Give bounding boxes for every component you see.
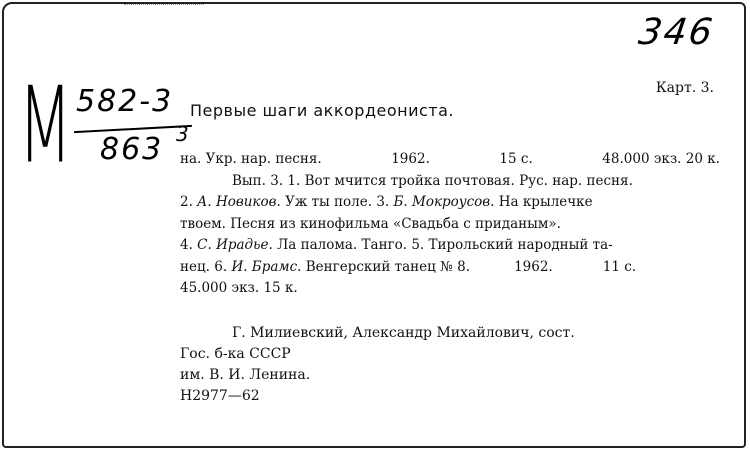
- catalog-card: [2, 2, 746, 448]
- library-name: Гос. б-ка СССР: [180, 346, 291, 362]
- handwritten-shelf-number-bottom: 863: [100, 132, 164, 167]
- card-code: Н2977—62: [180, 388, 260, 404]
- line6-text: [180, 259, 470, 275]
- library-name-cont: им. В. И. Ленина.: [180, 367, 311, 383]
- card-sequence-label: Карт. 3.: [655, 80, 714, 96]
- line5-text: [180, 235, 613, 257]
- card-footer: [180, 323, 575, 407]
- author-name: И. Брамс.: [231, 258, 302, 275]
- author-name: Б. Мокроусов.: [393, 194, 495, 210]
- line3-text: [180, 192, 593, 214]
- text-segment: Уж ты поле. 3.: [280, 194, 394, 210]
- desc-line-2: Вып. 3. 1. Вот мчится тройка почтовая. Рус. нар. песня.: [232, 172, 633, 189]
- handwritten-shelf-superscript: 3: [176, 122, 191, 146]
- text-segment: 2.: [180, 194, 198, 210]
- handwritten-shelf-letter: М: [18, 64, 73, 187]
- desc-line-1-year: 1962.: [391, 151, 430, 167]
- desc-line-6-year: 1962.: [514, 258, 553, 275]
- desc-line-6: [180, 257, 720, 279]
- text-segment: Венгерский танец № 8.: [301, 258, 471, 275]
- bibliographic-description: [180, 149, 720, 300]
- text-segment: На крылечке: [494, 194, 593, 210]
- author-name: С. Ирадье.: [197, 237, 273, 253]
- desc-line-3: [180, 192, 720, 214]
- desc-line-1-part: на. Укр. нар. песня.: [180, 151, 322, 167]
- desc-line-6-text: [180, 257, 470, 279]
- author-name: А. Новиков.: [197, 194, 281, 210]
- desc-line-1: [180, 149, 720, 171]
- desc-line-1-pages: 15 с.: [499, 151, 533, 167]
- handwritten-card-number: 346: [636, 12, 717, 53]
- desc-line-6-pages: 11 с.: [602, 258, 637, 275]
- text-segment: 4.: [180, 237, 198, 253]
- desc-line-7: 45.000 экз. 15 к.: [180, 280, 298, 296]
- top-dotted-mark: [124, 4, 204, 5]
- handwritten-shelf-number-top: 582-3: [76, 84, 174, 119]
- book-title: Первые шаги аккордеониста.: [190, 101, 454, 120]
- compiler-name: Г. Милиевский, Александр Михайлович, сост.: [232, 325, 575, 341]
- desc-line-1-print-run: 48.000 экз. 20 к.: [602, 151, 720, 167]
- desc-line-5: [180, 235, 720, 257]
- text-segment: Ла палома. Танго. 5. Тирольский народный та-: [272, 237, 613, 253]
- desc-line-4: твоем. Песня из кинофильма «Свадьба с приданым».: [180, 215, 561, 232]
- text-segment: нец. 6.: [180, 258, 232, 275]
